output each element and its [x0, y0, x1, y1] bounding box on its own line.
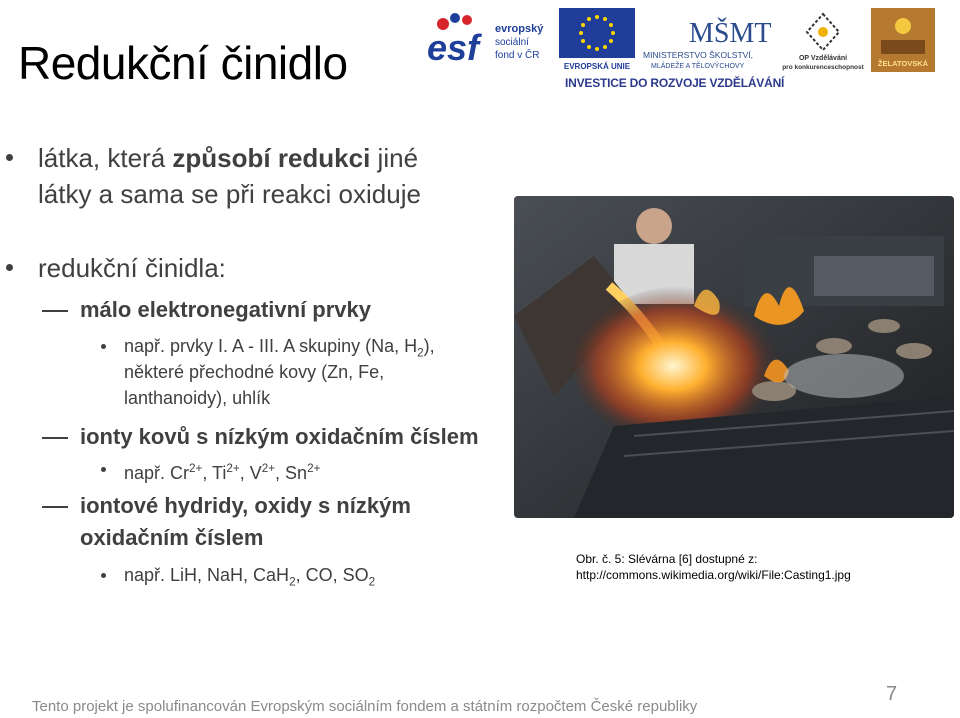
svg-text:pro konkurenceschopnost: pro konkurenceschopnost	[782, 64, 864, 71]
bullet-dot	[101, 344, 106, 349]
op-vk-logo	[779, 8, 867, 72]
dash-marker	[42, 437, 68, 439]
bullet-1-line-1: látka, která způsobí redukci jiné	[38, 143, 419, 173]
bullet-1-line-2: látky a sama se při reakci oxiduje	[38, 179, 421, 209]
logo-banner	[425, 6, 935, 92]
sub-2-detail: např. $Cr^{2+}$, $Ti^{2+}$, $V^{2+}$, $Sn^{2+}$	[124, 462, 321, 483]
sub-bullet-3-line-1: iontové hydridy, oxidy s nízkým	[80, 493, 411, 518]
bullet-2: redukční činidla:	[38, 253, 226, 283]
dash-marker	[42, 310, 68, 312]
esf-big-text: esf	[427, 27, 480, 68]
bold-reduction: způsobí redukci	[172, 143, 371, 173]
banner-tagline: INVESTICE DO ROZVOJE VZDĚLÁVÁNÍ	[565, 76, 785, 90]
dash-marker	[42, 506, 68, 508]
sub-1-detail-line-1: např. prvky I. A - III. A skupiny (Na, $H_2$),	[124, 336, 435, 360]
svg-text:OP Vzdělávání: OP Vzdělávání	[798, 55, 848, 62]
bullet-dot	[101, 573, 106, 578]
svg-text:sociální: sociální	[495, 37, 529, 48]
sub-3-detail: např. LiH, NaH, CaH$_2$, CO, $SO_2$	[124, 565, 376, 589]
bullet-dot	[6, 154, 13, 161]
svg-text:EVROPSKÁ UNIE: EVROPSKÁ UNIE	[563, 62, 631, 71]
bullet-dot	[6, 264, 13, 271]
eu-flag-logo	[559, 8, 635, 72]
msmt-big-text: MŠMT	[689, 18, 772, 49]
school-logo	[871, 8, 935, 72]
sub-bullet-2: ionty kovů s nízkým oxidačním číslem	[80, 424, 479, 449]
sub-bullet-3-line-2: oxidačním číslem	[80, 525, 264, 550]
sub-1-detail-line-3: lanthanoidy), uhlík	[124, 388, 271, 408]
foundry-photo	[514, 196, 954, 518]
svg-text:ŽELATOVSKÁ: ŽELATOVSKÁ	[877, 59, 929, 68]
photo-caption-line-2: http://commons.wikimedia.org/wiki/File:Casting1.jpg	[576, 568, 851, 582]
svg-text:fond v ČR: fond v ČR	[495, 50, 540, 61]
svg-text:MINISTERSTVO ŠKOLSTVÍ,: MINISTERSTVO ŠKOLSTVÍ,	[643, 50, 754, 60]
bullet-dot	[101, 467, 106, 472]
page-number: 7	[886, 683, 898, 705]
photo-caption-line-1: Obr. č. 5: Slévárna [6] dostupné z:	[576, 552, 758, 566]
footer-text: Tento projekt je spolufinancován Evropským sociálním fondem a státním rozpočtem České republiky	[32, 698, 698, 715]
slide-title: Redukční činidlo	[18, 37, 348, 89]
msmt-logo	[639, 8, 775, 72]
svg-text:evropský: evropský	[495, 23, 544, 35]
sub-bullet-1: málo elektronegativní prvky	[80, 297, 371, 322]
svg-text:MLÁDEŽE A TĚLOVÝCHOVY: MLÁDEŽE A TĚLOVÝCHOVY	[651, 63, 745, 70]
sub-1-detail-line-2: některé přechodné kovy (Zn, Fe,	[124, 362, 385, 382]
esf-logo	[425, 8, 555, 72]
